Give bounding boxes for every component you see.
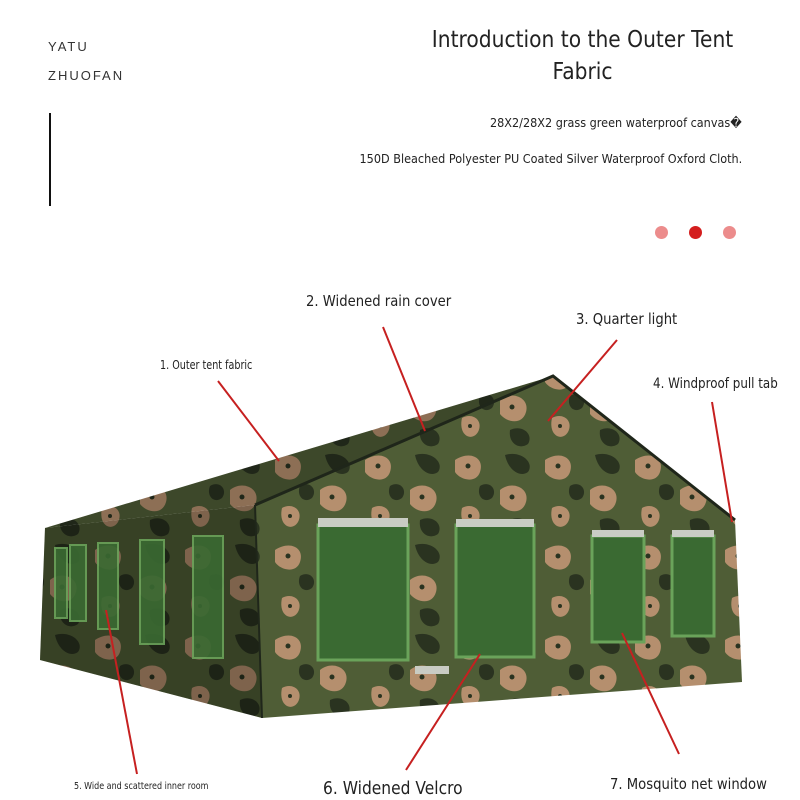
label-mosquito-net-window: 7. Mosquito net window — [610, 775, 767, 793]
page-title: Introduction to the Outer Tent Fabric — [431, 27, 734, 85]
fabric-spec-1: 28X2/28X2 grass green waterproof canvas� — [490, 115, 742, 130]
label-outer-tent-fabric: 1. Outer tent fabric — [160, 358, 253, 372]
label-inner-room: 5. Wide and scattered inner room — [74, 781, 209, 792]
fabric-spec-2: 150D Bleached Polyester PU Coated Silver Waterproof Oxford Cloth. — [359, 151, 742, 166]
label-windproof-pull-tab: 4. Windproof pull tab — [653, 376, 778, 392]
label-widened-rain-cover: 2. Widened rain cover — [306, 292, 452, 310]
brand-line-1: YATU — [48, 39, 89, 54]
label-quarter-light: 3. Quarter light — [576, 310, 678, 328]
label-widened-velcro: 6. Widened Velcro — [323, 778, 463, 799]
brand-line-2: ZHUOFAN — [48, 68, 125, 83]
